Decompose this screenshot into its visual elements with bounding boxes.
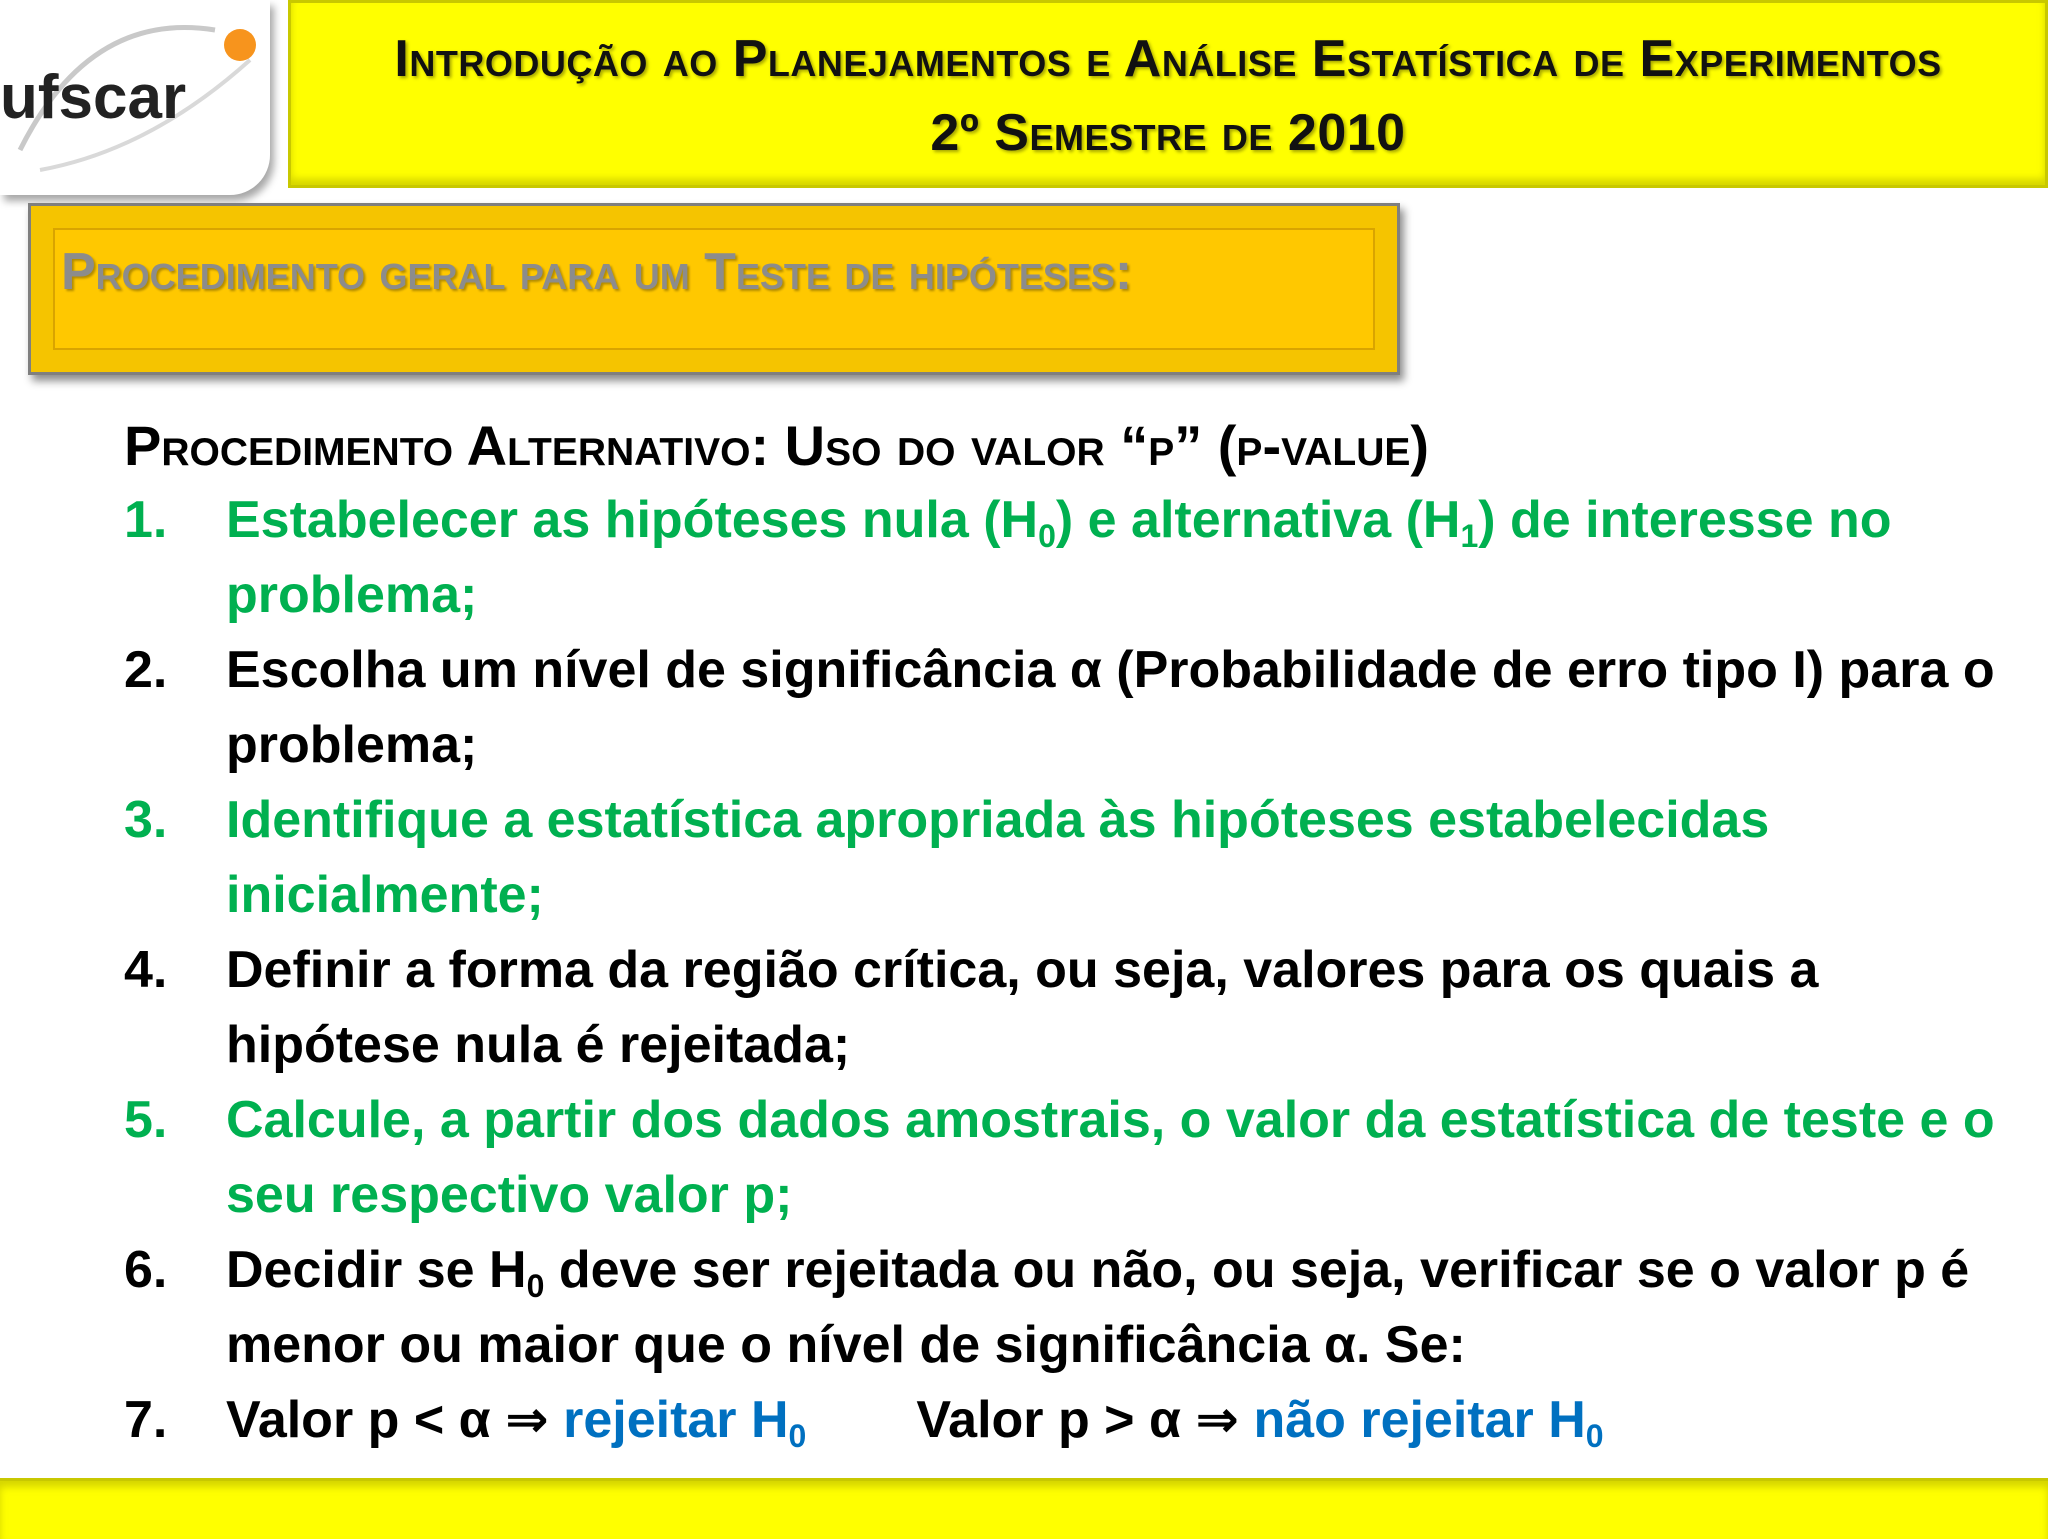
list-item <box>124 1233 2004 1383</box>
section-title: Procedimento geral para um Teste de hipóteses: <box>61 243 1133 301</box>
subscript: 0 <box>788 1418 807 1454</box>
item-text: Escolha um nível de significância α (Probabilidade de erro tipo I) para o problema; <box>226 641 1995 774</box>
subscript: 0 <box>1038 518 1056 554</box>
svg-text:ufscar: ufscar <box>0 63 187 132</box>
university-logo <box>0 0 270 195</box>
course-title: Introdução ao Planejamentos e Análise Estatística de Experimentos <box>394 30 1942 88</box>
semester-label: 2º Semestre de 2010 <box>930 104 1406 162</box>
item-number: 5. <box>124 1091 168 1149</box>
list-item <box>124 1383 2004 1458</box>
subscript: 1 <box>1460 518 1479 554</box>
item-text: ) de interesse no problema; <box>226 491 1892 624</box>
item-text: ) e alternativa (H <box>1055 491 1461 549</box>
item-text: Valor p < α ⇒ <box>226 1391 564 1449</box>
item-text: deve ser rejeitada ou não, ou seja, verificar se o valor p é menor ou maior que o nível de significância α. Se: <box>226 1241 1970 1374</box>
section-banner <box>28 203 1400 375</box>
subscript: 0 <box>1585 1418 1604 1454</box>
not-reject-action-text: não rejeitar H <box>1253 1391 1586 1449</box>
item-number: 3. <box>124 791 168 849</box>
subscript: 0 <box>526 1268 545 1304</box>
list-item <box>124 783 2004 933</box>
content-title: Procedimento Alternativo: Uso do valor “p” (p-value) <box>124 414 1430 477</box>
course-header <box>288 0 2048 188</box>
item-text: Identifique a estatística apropriada às hipóteses estabelecidas inicialmente; <box>226 791 1770 924</box>
list-item <box>124 483 2004 633</box>
item-number: 6. <box>124 1241 168 1299</box>
item-number: 1. <box>124 491 168 549</box>
list-item <box>124 633 2004 783</box>
item-number: 7. <box>124 1391 168 1449</box>
item-text: Decidir se H <box>226 1241 527 1299</box>
item-text: Estabelecer as hipóteses nula (H <box>226 491 1039 549</box>
list-item <box>124 933 2004 1083</box>
item-number: 4. <box>124 941 168 999</box>
slide-content <box>124 408 2004 1458</box>
footer-bar <box>0 1478 2048 1539</box>
item-text: Valor p > α ⇒ <box>916 1391 1254 1449</box>
reject-action-text: rejeitar H <box>563 1391 789 1449</box>
item-number: 2. <box>124 641 168 699</box>
item-text: Calcule, a partir dos dados amostrais, o valor da estatística de teste e o seu respectivo valor p; <box>226 1091 1995 1224</box>
list-item <box>124 1083 2004 1233</box>
item-text: Definir a forma da região crítica, ou seja, valores para os quais a hipótese nula é rejeitada; <box>226 941 1819 1074</box>
ufscar-logo-icon <box>0 0 270 195</box>
